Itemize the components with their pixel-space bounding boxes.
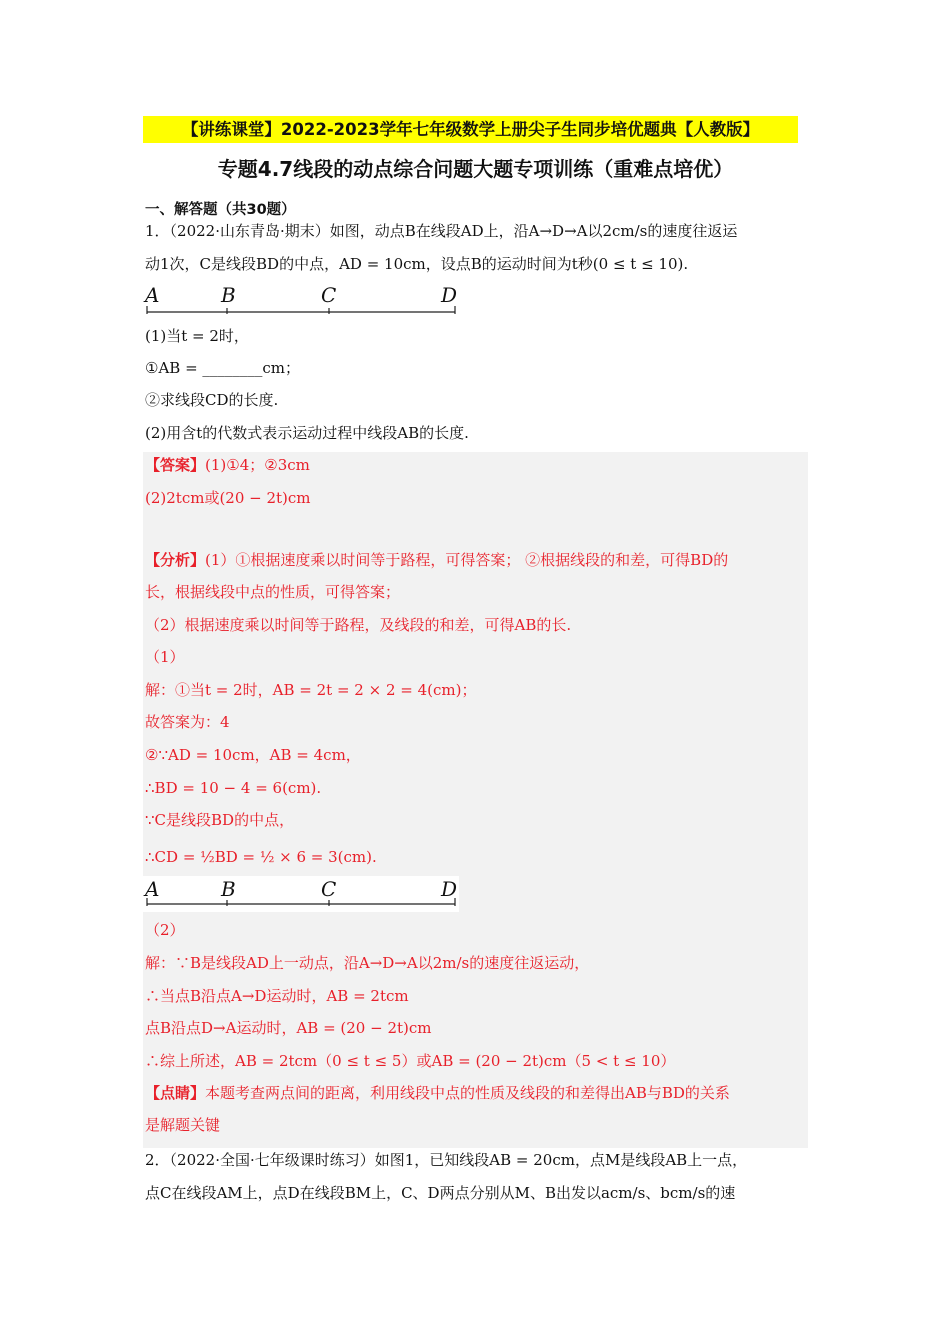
point-label-d: D [441, 283, 458, 307]
solution-step: ∴当点B沿点A→D运动时，AB = 2tcm [145, 987, 409, 1005]
segment-diagram-question [143, 280, 463, 320]
point-label-a: A [145, 877, 160, 901]
q2-line1: 2．（2022·全国·七年级课时练习）如图1，已知线段AB = 20cm，点M是线段AB上一点， [145, 1151, 748, 1169]
solution-step: ②∵AD = 10cm，AB = 4cm， [145, 746, 361, 764]
q1-part1-b: ②求线段CD的长度. [145, 391, 279, 409]
analysis-line3: （2）根据速度乘以时间等于路程，及线段的和差，可得AB的长. [145, 616, 572, 634]
page-title: 专题4.7线段的动点综合问题大题专项训练（重难点培优） [217, 157, 734, 181]
q1-stem-line1: 1．（2022·山东青岛·期末）如图，动点B在线段AD上，沿A→D→A以2cm/s的速度往返运 [145, 222, 738, 240]
q1-stem-line2: 动1次，C是线段BD的中点，AD = 10cm，设点B的运动时间为t秒(0 ≤ t ≤ 10). [145, 255, 689, 273]
answer-line1: 【答案】(1)①4；②3cm [145, 456, 310, 474]
point-label-b: B [221, 877, 236, 901]
solution-step: ∵C是线段BD的中点， [145, 811, 295, 829]
q1-part2: (2)用含t的代数式表示运动过程中线段AB的长度. [145, 424, 469, 442]
solution-step: 解：①当t = 2时，AB = 2t = 2 × 2 = 4(cm)； [145, 681, 477, 699]
note-line1: 【点睛】本题考查两点间的距离，利用线段中点的性质及线段的和差得出AB与BD的关系 [145, 1084, 730, 1102]
q1-part1-a: ①AB = ________cm； [145, 359, 301, 377]
q1-part1: (1)当t = 2时， [145, 327, 249, 345]
segment-diagram-answer [143, 876, 459, 912]
point-label-b: B [221, 283, 236, 307]
answer-line2: (2)2tcm或(20 − 2t)cm [145, 489, 311, 507]
note-line2: 是解题关键 [145, 1116, 221, 1134]
solution-step: （1） [145, 648, 185, 666]
solution-step: 解：∵B是线段AD上一动点，沿A→D→A以2m/s的速度往返运动， [145, 954, 590, 972]
point-label-d: D [441, 877, 458, 901]
section-heading: 一、解答题（共30题） [145, 202, 296, 218]
solution-step: ∴BD = 10 − 4 = 6(cm). [145, 779, 322, 797]
point-label-c: C [321, 877, 337, 901]
solution-step: 故答案为：4 [145, 713, 230, 731]
header-banner: 【讲练课堂】2022-2023学年七年级数学上册尖子生同步培优题典【人教版】 [143, 116, 798, 143]
point-label-c: C [321, 283, 337, 307]
solution-step: ∴综上所述，AB = 2tcm（0 ≤ t ≤ 5）或AB = (20 − 2t)cm（5 < t ≤ 10） [145, 1052, 676, 1070]
q2-line2: 点C在线段AM上，点D在线段BM上，C、D两点分别从M、B出发以acm/s、bcm/s的速 [145, 1184, 736, 1202]
solution-step: （2） [145, 921, 185, 939]
point-label-a: A [145, 283, 160, 307]
solution-step: 点B沿点D→A运动时，AB = (20 − 2t)cm [145, 1019, 432, 1037]
solution-step: ∴CD = ½BD = ½ × 6 = 3(cm). [145, 848, 377, 866]
analysis-line2: 长，根据线段中点的性质，可得答案； [145, 583, 401, 601]
analysis-line1: 【分析】(1）①根据速度乘以时间等于路程，可得答案； ②根据线段的和差，可得BD的 [145, 551, 729, 569]
